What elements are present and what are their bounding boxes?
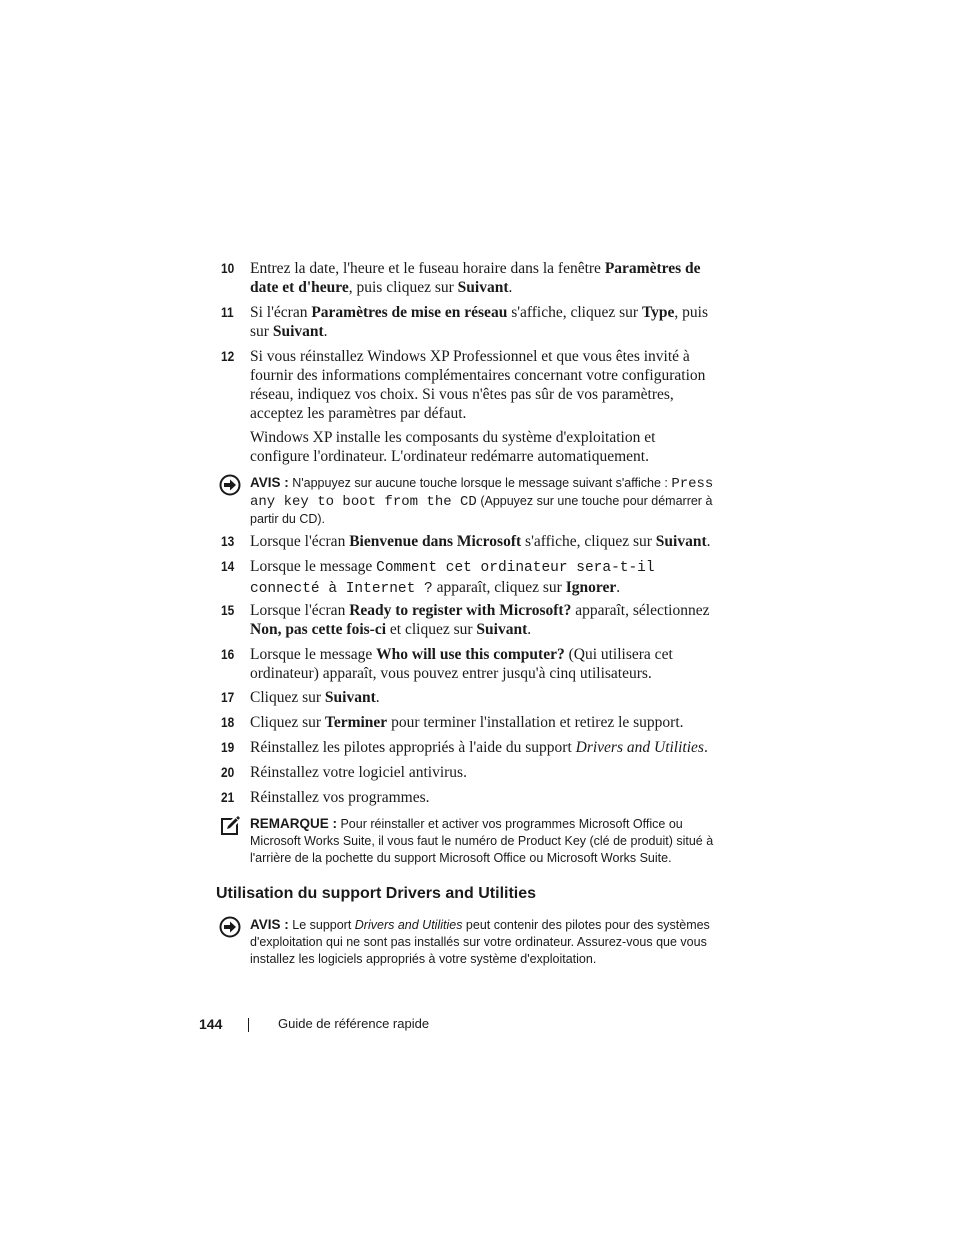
text-run: Lorsque le message <box>250 558 377 575</box>
step-12-paragraph: Windows XP installe les composants du système d'exploitation et configure l'ordinateur. L'ordinateur redémarre automatiquement. <box>250 429 656 465</box>
notice-arrow-icon <box>219 474 241 496</box>
footer-divider <box>248 1018 249 1032</box>
text-run: Cliquez sur <box>250 689 325 706</box>
ui-label-bold: Suivant <box>272 323 324 340</box>
remark-label: REMARQUE : <box>250 816 337 831</box>
step-text <box>250 713 718 732</box>
ui-label-bold: Who will use this computer? <box>376 646 565 663</box>
step-number: 20 <box>221 765 235 780</box>
text-run: s'affiche, cliquez sur <box>507 304 642 321</box>
step-text: Réinstallez vos programmes. <box>250 789 430 806</box>
text-run: Entrez la date, l'heure et le fuseau horaire dans la fenêtre <box>250 260 605 277</box>
step-number: 10 <box>221 261 235 276</box>
text-run: Cliquez sur <box>250 714 325 731</box>
step-number: 12 <box>221 349 235 364</box>
step-text <box>250 557 718 599</box>
text-run: Pour réinstaller et activer vos programmes Microsoft Office ou Microsoft Works Suite, il vous faut le numéro de Product Key (clé de produit) situé à l'arrière de la pochette du support Microsoft Office ou Microsoft Works Suite. <box>250 817 714 865</box>
text-run: N'appuyez sur aucune touche lorsque le message suivant s'affiche : <box>288 476 672 490</box>
ui-label-bold: Non, pas cette fois-ci <box>250 621 387 638</box>
footer-title: Guide de référence rapide <box>278 1016 430 1031</box>
step-text <box>250 601 718 639</box>
text-run: Lorsque l'écran <box>250 533 350 550</box>
step-number: 13 <box>221 534 235 549</box>
step-number: 15 <box>221 603 235 618</box>
step-text: Réinstallez votre logiciel antivirus. <box>250 764 467 781</box>
notice-text <box>250 474 720 528</box>
text-run: , puis sur <box>250 304 708 340</box>
text-run: peut contenir des pilotes pour des systèmes d'exploitation qui ne sont pas installés sur votre ordinateur. Assurez-vous que vous installez les logiciels appropriés à votre système d'exploitation. <box>250 918 710 966</box>
step-number: 16 <box>221 647 235 662</box>
text-run: s'affiche, cliquez sur <box>521 533 656 550</box>
text-run: pour terminer l'installation et retirez le support. <box>387 714 684 731</box>
ui-label-bold: Suivant <box>457 279 509 296</box>
text-run: . <box>323 323 328 340</box>
text-run: . <box>527 621 532 638</box>
text-run: apparaît, cliquez sur <box>432 579 566 596</box>
text-run: . <box>616 579 621 596</box>
text-run: . <box>508 279 513 296</box>
text-run: apparaît, sélectionnez <box>571 602 710 619</box>
text-run: et cliquez sur <box>386 621 477 638</box>
step-text <box>250 645 718 683</box>
page-number: 144 <box>199 1016 223 1032</box>
step-text <box>250 303 718 341</box>
remark-text <box>250 815 720 867</box>
page-footer <box>0 1015 954 1035</box>
text-run: (Qui utilisera cet ordinateur) apparaît, vous pouvez entrer jusqu'à cinq utilisateurs. <box>250 646 673 682</box>
step-number: 19 <box>221 740 235 755</box>
step-text: Si vous réinstallez Windows XP Professionnel et que vous êtes invité à fournir des informations complémentaires concernant votre configuration réseau, indiquez vos choix. Si vous n'êtes pas sûr de vos paramètres, acceptez les paramètres par défaut. <box>250 348 706 422</box>
text-run: Lorsque l'écran <box>250 602 350 619</box>
text-run: . <box>703 739 708 756</box>
ui-label-bold: Terminer <box>324 714 388 731</box>
note-pencil-icon <box>219 815 241 837</box>
step-number: 11 <box>221 305 234 320</box>
ui-label-bold: Type <box>641 304 675 321</box>
media-name-italic: Drivers and Utilities <box>575 739 704 756</box>
ui-label-bold: Ready to register with Microsoft? <box>349 602 572 619</box>
text-run: Si l'écran <box>250 304 312 321</box>
text-run: . <box>706 533 711 550</box>
step-number: 17 <box>221 690 235 705</box>
text-run: Réinstallez les pilotes appropriés à l'aide du support <box>250 739 576 756</box>
step-text <box>250 532 718 551</box>
notice-arrow-icon <box>219 916 241 938</box>
text-run: . <box>375 689 380 706</box>
text-run: , puis cliquez sur <box>348 279 458 296</box>
text-run: Lorsque le message <box>250 646 377 663</box>
text-run: (Appuyez sur une touche pour démarrer à partir du CD). <box>250 494 713 526</box>
notice-label: AVIS : <box>250 475 289 490</box>
step-text <box>250 738 718 757</box>
media-name-italic: Drivers and Utilities <box>354 918 463 932</box>
code-message: Press any key to boot from the CD <box>250 476 714 510</box>
text-run: Le support <box>288 918 355 932</box>
step-number: 14 <box>221 559 235 574</box>
section-heading: Utilisation du support Drivers and Utilities <box>216 885 537 902</box>
notice-label: AVIS : <box>250 917 289 932</box>
ui-label-bold: Suivant <box>655 533 707 550</box>
code-message: Comment cet ordinateur sera-t-il connecté à Internet ? <box>250 560 655 597</box>
step-text <box>250 688 718 707</box>
step-number: 21 <box>221 790 235 805</box>
ui-label-bold: Paramètres de mise en réseau <box>311 304 508 321</box>
step-number: 18 <box>221 715 235 730</box>
ui-label-bold: Suivant <box>476 621 528 638</box>
notice-text <box>250 916 720 968</box>
ui-label-bold: Paramètres de date et d'heure <box>250 260 701 296</box>
ui-label-bold: Suivant <box>324 689 376 706</box>
ui-label-bold: Bienvenue dans Microsoft <box>349 533 522 550</box>
step-text <box>250 259 718 297</box>
ui-label-bold: Ignorer <box>565 579 617 596</box>
